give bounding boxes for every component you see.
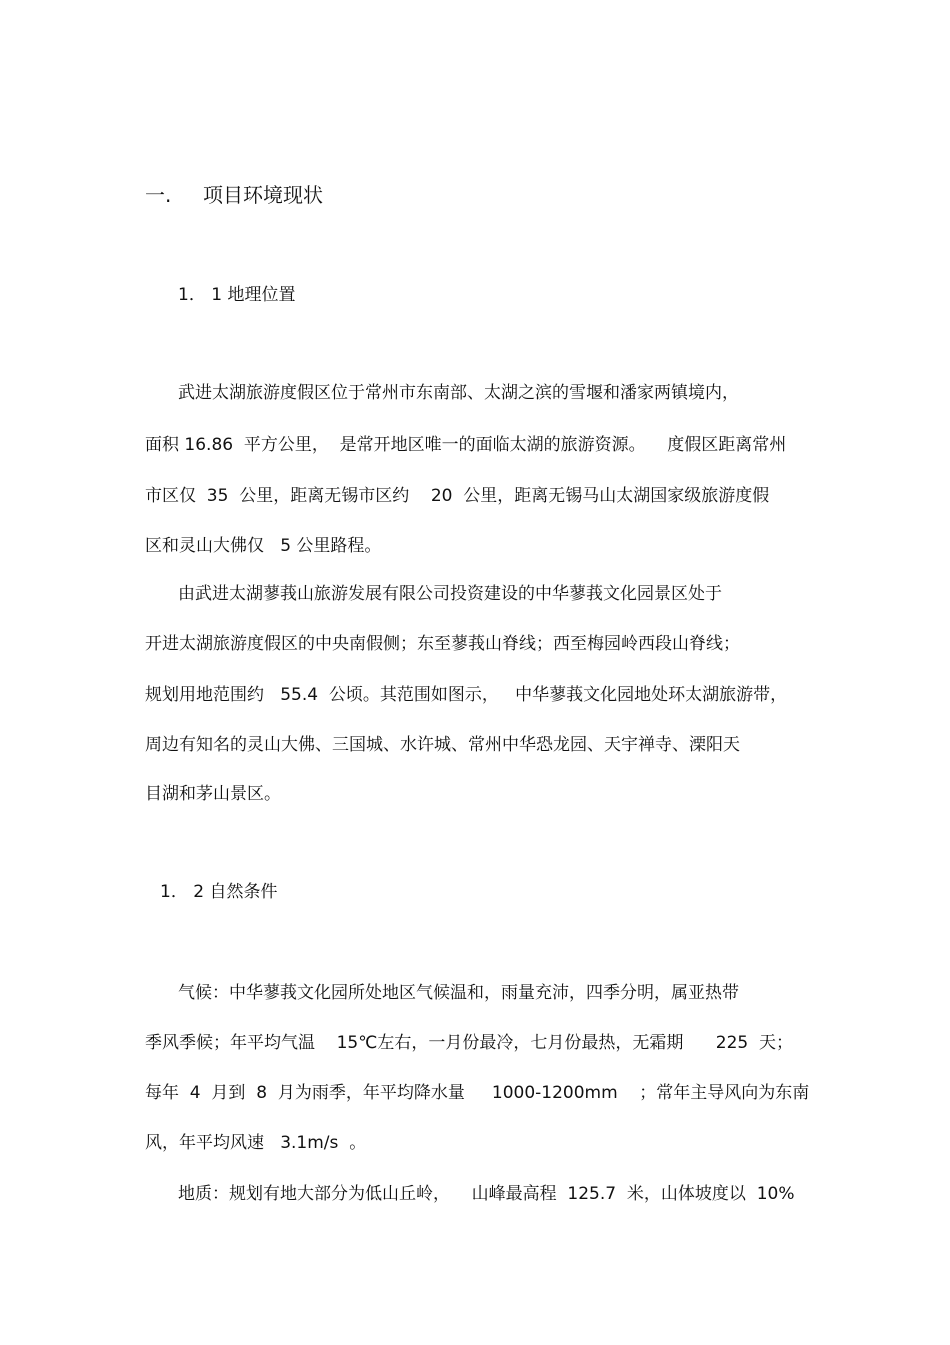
section-heading-natural-conditions: 1． 2 自然条件 (160, 882, 278, 902)
paragraph-line: 市区仅 35 公里，距离无锡市区约 20 公里，距离无锡马山太湖国家级旅游度假 (145, 486, 770, 506)
paragraph-line: 规划用地范围约 55.4 公顷。其范围如图示， 中华蓼莪文化园地处环太湖旅游带， (145, 685, 788, 705)
paragraph-line: 面积 16.86 平方公里， 是常开地区唯一的面临太湖的旅游资源。 度假区距离常州 (145, 435, 787, 455)
paragraph-line: 由武进太湖蓼莪山旅游发展有限公司投资建设的中华蓼莪文化园景区处于 (178, 584, 722, 604)
paragraph-line: 地质：规划有地大部分为低山丘岭， 山峰最高程 125.7 米，山体坡度以 10% (178, 1184, 795, 1204)
paragraph-line: 开进太湖旅游度假区的中央南假侧；东至蓼莪山脊线；西至梅园岭西段山脊线； (145, 634, 740, 654)
section-heading-geography: 1． 1 地理位置 (178, 285, 296, 305)
chapter-number: 一. (145, 183, 172, 207)
paragraph-line: 季风季候；年平均气温 15℃左右，一月份最冷，七月份最热，无霜期 225 天； (145, 1033, 794, 1053)
paragraph-line: 目湖和茅山景区。 (145, 784, 281, 804)
paragraph-line: 气候：中华蓼莪文化园所处地区气候温和，雨量充沛，四季分明，属亚热带 (178, 983, 739, 1003)
chapter-title: 项目环境现状 (203, 183, 323, 207)
paragraph-line: 每年 4 月到 8 月为雨季，年平均降水量 1000-1200mm ；常年主导风向为东南 (145, 1083, 810, 1103)
chapter-heading (145, 182, 405, 208)
paragraph-line: 武进太湖旅游度假区位于常州市东南部、太湖之滨的雪堰和潘家两镇境内， (178, 383, 739, 403)
paragraph-line: 风，年平均风速 3.1m/s 。 (145, 1133, 367, 1153)
paragraph-line: 区和灵山大佛仅 5 公里路程。 (145, 536, 382, 556)
paragraph-line: 周边有知名的灵山大佛、三国城、水许城、常州中华恐龙园、天宇禅寺、溧阳天 (145, 735, 740, 755)
